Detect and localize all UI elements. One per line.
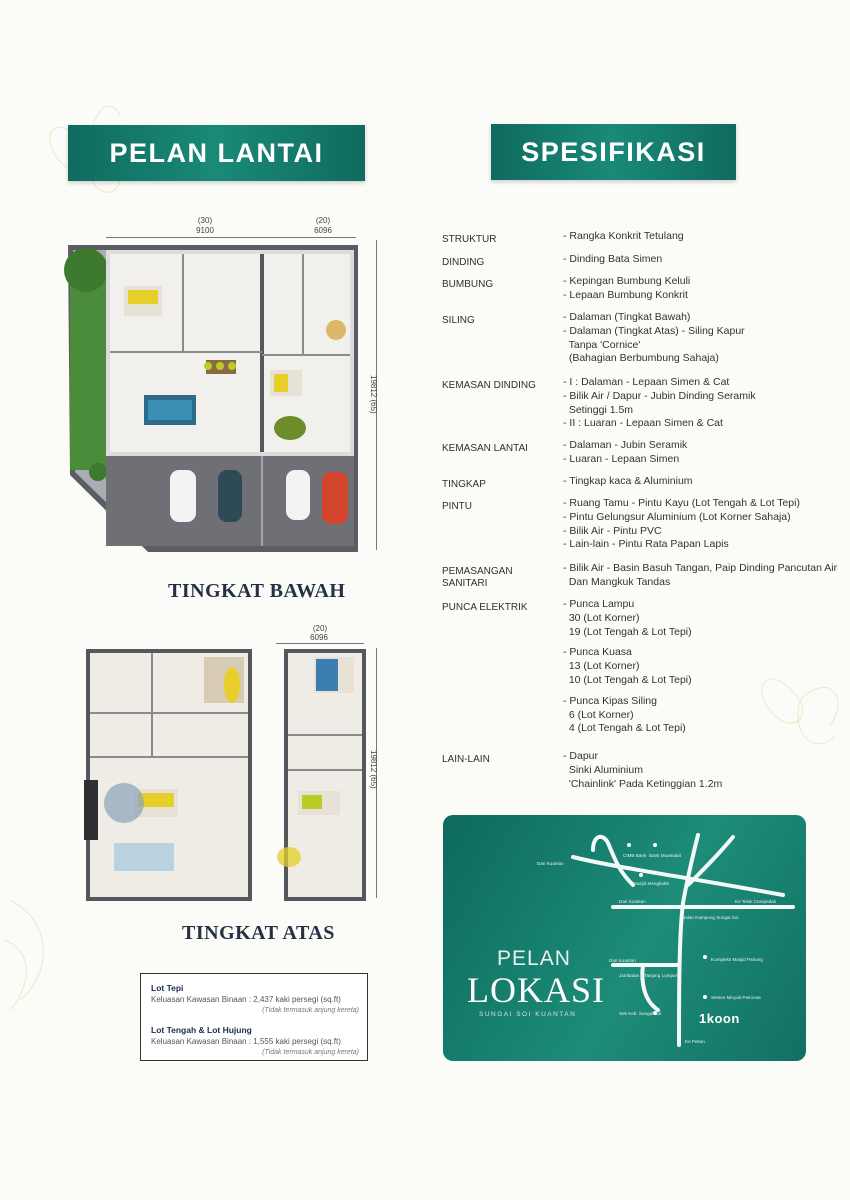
upper-dim-right-value: 19812 (65) (369, 750, 378, 789)
ground-dim-left: 9100 (196, 226, 214, 235)
spec-value-line: 4 (Lot Tengah & Lot Tepi) (563, 722, 686, 735)
map-label-12: Sek Keb. Sungai Soi (619, 1011, 662, 1016)
map-label-6: Ke Teluk Cempedak (735, 899, 777, 904)
spec-values (563, 598, 838, 736)
spec-values (563, 230, 838, 244)
lot-tengah-heading: Lot Tengah & Lot Hujung (151, 1025, 252, 1035)
upper-dim-line (276, 643, 364, 644)
spec-label: SILING (442, 315, 475, 326)
spec-value-line: - Lain-lain - Pintu Rata Papan Lapis (563, 538, 729, 551)
spec-value-line: - II : Luaran - Lepaan Simen & Cat (563, 417, 723, 430)
spec-value-line: 30 (Lot Korner) (563, 611, 640, 624)
spec-value-line: - Luaran - Lepaan Simen (563, 452, 680, 465)
ground-dim-right-value: 19812 (65) (369, 375, 378, 414)
spec-label: KEMASAN DINDING (442, 380, 536, 391)
spec-value-line: 'Chainlink' Pada Ketinggian 1.2m (563, 777, 723, 790)
spec-values (563, 439, 838, 467)
spec-label: LAIN-LAIN (442, 754, 490, 765)
spec-value-line (563, 688, 838, 695)
spec-value-line: - I : Dalaman - Lepaan Simen & Cat (563, 376, 730, 388)
spec-value-line: - Bilik Air / Dapur - Jubin Dinding Seramik (563, 389, 756, 402)
spec-values (563, 376, 838, 431)
spec-value-line: - Rangka Konkrit Tetulang (563, 230, 684, 242)
map-label-1: Dari Kuantan (537, 861, 564, 866)
map-title-small: PELAN (497, 947, 571, 970)
location-map-card (443, 815, 806, 1061)
lot-tepi-note: (Tidak termasuk anjung kereta) (262, 1007, 359, 1014)
spec-value-line: - Punca Kuasa (563, 646, 632, 659)
map-label-11: Stesen Minyak Petronas (711, 995, 761, 1000)
map-label-13: Ke Pekan (685, 1039, 705, 1044)
ground-floor-title: TINGKAT BAWAH (168, 580, 346, 602)
map-label-3: Bank Muamalat (649, 853, 681, 858)
spec-value-line: - Punca Kipas Siling (563, 694, 657, 707)
spec-values (563, 475, 838, 489)
spec-value-line: - Dalaman - Jubin Seramik (563, 439, 688, 451)
spec-value-line: (Bahagian Berbumbung Sahaja) (563, 352, 719, 365)
location-map-roads (443, 815, 806, 1061)
map-label-9: Jambatan 2 Tanjung Lumpur (619, 973, 678, 978)
spec-values (563, 253, 838, 267)
spec-label: STRUKTUR (442, 234, 497, 245)
map-title-big: LOKASI (467, 970, 605, 1010)
spec-value-line: - Dalaman (Tingkat Atas) - Siling Kapur (563, 324, 745, 337)
spec-value-line: 6 (Lot Korner) (563, 708, 634, 721)
spec-value-line: - Ruang Tamu - Pintu Kayu (Lot Tengah & Lot Tepi) (563, 497, 800, 509)
spesifikasi-banner: SPESIFIKASI (491, 124, 736, 180)
spec-value-line: - Dinding Bata Simen (563, 253, 663, 265)
spec-value-line: - Kepingan Bumbung Keluli (563, 275, 691, 287)
spec-value-line: Sinki Aluminium (563, 763, 643, 776)
spec-label: DINDING (442, 257, 485, 268)
upper-floor-title: TINGKAT ATAS (182, 922, 335, 944)
spec-values (563, 311, 838, 366)
spec-label: PEMASANGAN SANITARI (442, 566, 513, 589)
map-label-7: Jalan Kampung Sungai Soi (683, 915, 739, 920)
spec-value-line: - Pintu Gelungsur Aluminium (Lot Korner Sahaja) (563, 510, 791, 523)
spec-label: PUNCA ELEKTRIK (442, 602, 528, 613)
map-label-10: Kompleks Masjid Pahang (711, 957, 763, 962)
spec-values (563, 750, 838, 791)
map-label-8: Dari Kuantan (609, 958, 636, 963)
spec-label: KEMASAN LANTAI (442, 443, 528, 454)
spec-value-line: - Tingkap kaca & Aluminium (563, 475, 693, 487)
lot-tepi-heading: Lot Tepi (151, 983, 184, 993)
spec-label: PINTU (442, 501, 472, 512)
ground-dim-right-paren: (20) (315, 216, 331, 225)
spec-value-line: - Lepaan Bumbung Konkrit (563, 288, 688, 301)
spec-values (563, 562, 838, 590)
spec-value-line: - Bilik Air - Pintu PVC (563, 524, 662, 537)
spec-label: TINGKAP (442, 479, 486, 490)
spec-value-line: Dan Mangkuk Tandas (563, 575, 671, 588)
ground-dim-left-paren: (30) (197, 216, 213, 225)
lot-tengah-note: (Tidak termasuk anjung kereta) (262, 1049, 359, 1056)
spec-value-line: 10 (Lot Tengah & Lot Tepi) (563, 673, 692, 686)
lot-tengah-detail: Keluasan Kawasan Binaan : 1,555 kaki persegi (sq.ft) (151, 1037, 341, 1046)
upper-dim-top-paren: (20) (312, 624, 328, 633)
spec-value-line: 19 (Lot Tengah & Lot Tepi) (563, 625, 692, 638)
developer-logo: 1koon (699, 1011, 740, 1026)
spec-value-line: - Dapur (563, 750, 599, 762)
map-label-5: Dari Kuantan (619, 899, 646, 904)
map-subtitle: SUNGAI SOI KUANTAN (479, 1011, 577, 1018)
spec-value-line: Tanpa 'Cornice' (563, 338, 641, 351)
spec-value-line: - Punca Lampu (563, 598, 635, 610)
pelan-lantai-banner: PELAN LANTAI (68, 125, 365, 181)
spec-value-line: 13 (Lot Korner) (563, 660, 640, 673)
spec-value-line: Setinggi 1.5m (563, 403, 634, 416)
map-label-4: Masjid Mengkabit (633, 881, 669, 886)
spec-values (563, 275, 838, 303)
ground-floor-plan (58, 240, 363, 560)
spec-values (563, 497, 838, 552)
spec-label: BUMBUNG (442, 279, 494, 290)
spec-value-line (563, 639, 838, 646)
upper-floor-plan (84, 645, 369, 910)
spec-value-line: - Dalaman (Tingkat Bawah) (563, 311, 691, 323)
upper-dim-top: 6096 (310, 633, 328, 642)
lot-info-box (140, 973, 368, 1061)
flower-decoration-bottom-left (0, 880, 70, 1030)
map-label-2: CIMB Bank (623, 853, 647, 858)
ground-dim-line (106, 237, 356, 238)
ground-dim-right: 6096 (314, 226, 332, 235)
spec-value-line: - Bilik Air - Basin Basuh Tangan, Paip Dinding Pancutan Air (563, 562, 838, 574)
lot-tepi-detail: Keluasan Kawasan Binaan : 2,437 kaki persegi (sq.ft) (151, 995, 341, 1004)
